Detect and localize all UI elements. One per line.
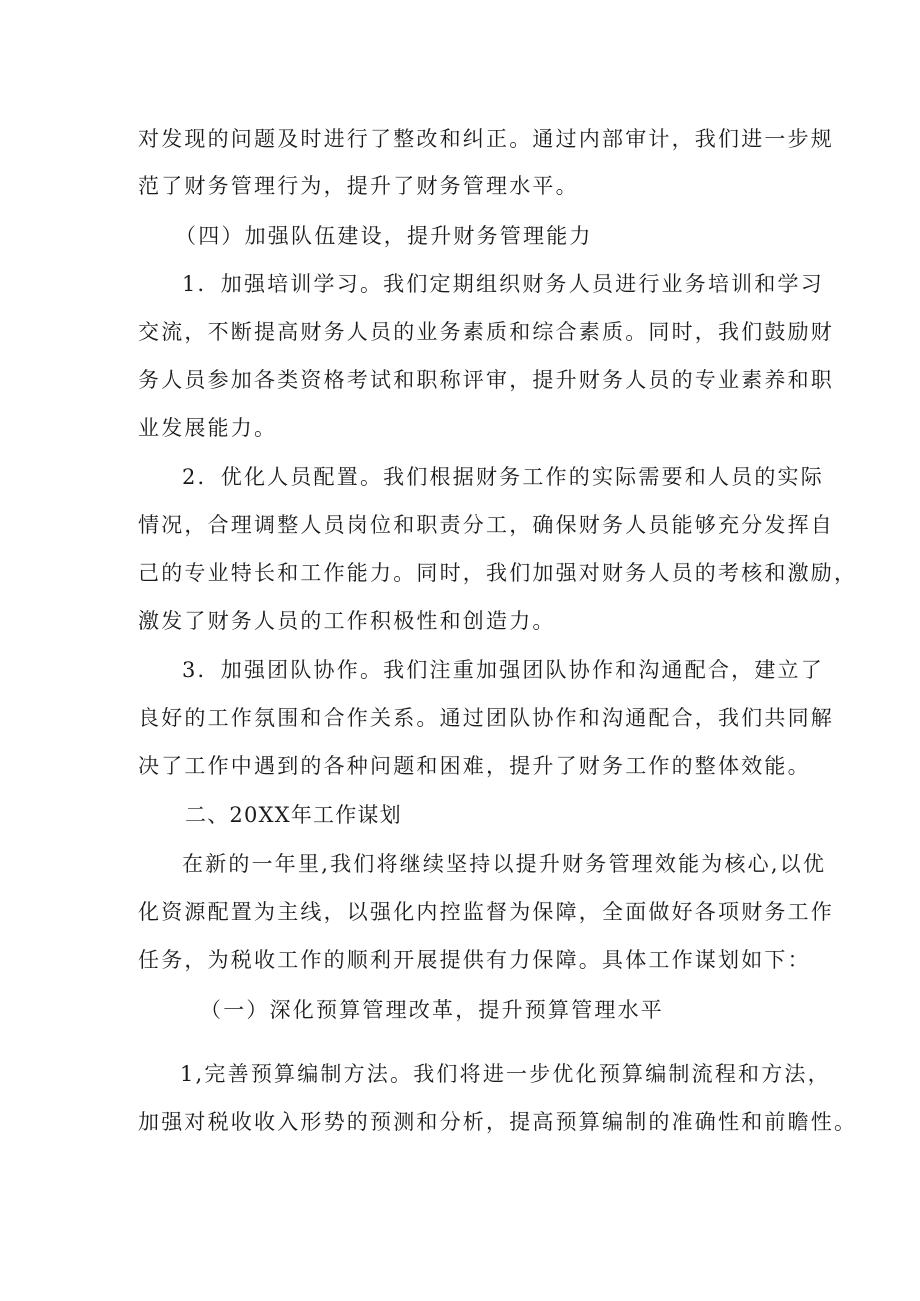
paragraph-line: 化资源配置为主线，以强化内控监督为保障，全面做好各项财务工作 bbox=[138, 900, 834, 924]
section-heading: 二、20XX年工作谋划 bbox=[185, 803, 402, 827]
paragraph-line: 交流，不断提高财务人员的业务素质和综合素质。同时，我们鼓励财 bbox=[138, 320, 834, 344]
paragraph-line: 3．加强团队协作。我们注重加强团队协作和沟通配合，建立了 bbox=[182, 658, 824, 682]
section-heading: （四）加强队伍建设，提升财务管理能力 bbox=[175, 224, 593, 248]
paragraph-line: 范了财务管理行为，提升了财务管理水平。 bbox=[138, 174, 579, 198]
paragraph-line: 务人员参加各类资格考试和职称评审，提升财务人员的专业素养和职 bbox=[138, 368, 834, 392]
paragraph-line: 激发了财务人员的工作积极性和创造力。 bbox=[138, 609, 556, 633]
paragraph-line: 加强对税收收入形势的预测和分析，提高预算编制的准确性和前瞻性。 bbox=[138, 1110, 858, 1134]
paragraph-line: 1,完善预算编制方法。我们将进一步优化预算编制流程和方法， bbox=[180, 1062, 831, 1086]
paragraph-line: 己的专业特长和工作能力。同时，我们加强对财务人员的考核和激励， bbox=[138, 561, 858, 585]
paragraph-line: 业发展能力。 bbox=[138, 416, 278, 440]
subsection-heading: （一）深化预算管理改革，提升预算管理水平 bbox=[200, 998, 664, 1022]
paragraph-line: 良好的工作氛围和合作关系。通过团队协作和沟通配合，我们共同解 bbox=[138, 706, 834, 730]
paragraph-line: 决了工作中遇到的各种问题和困难，提升了财务工作的整体效能。 bbox=[138, 754, 811, 778]
paragraph-line: 对发现的问题及时进行了整改和纠正。通过内部审计，我们进一步规 bbox=[138, 127, 834, 151]
paragraph-line: 在新的一年里,我们将继续坚持以提升财务管理效能为核心,以优 bbox=[182, 852, 827, 876]
paragraph-line: 1．加强培训学习。我们定期组织财务人员进行业务培训和学习 bbox=[182, 272, 824, 296]
paragraph-line: 情况，合理调整人员岗位和职责分工，确保财务人员能够充分发挥自 bbox=[138, 513, 834, 537]
paragraph-line: 2．优化人员配置。我们根据财务工作的实际需要和人员的实际 bbox=[182, 465, 824, 489]
paragraph-line: 任务，为税收工作的顺利开展提供有力保障。具体工作谋划如下： bbox=[138, 948, 811, 972]
